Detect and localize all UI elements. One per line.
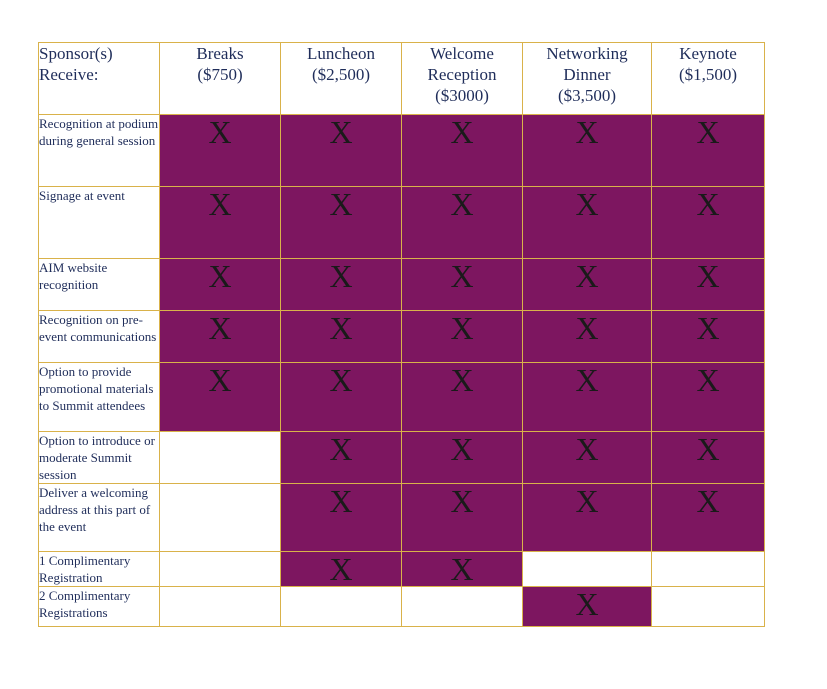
included-cell [523,311,652,363]
included-cell [652,115,765,187]
header-row [39,43,765,115]
empty-cell [652,551,765,586]
table-body [39,115,765,627]
included-cell [402,187,523,259]
included-mark: X [575,586,599,622]
sponsorship-benefits-table [38,42,765,627]
empty-cell [160,431,281,483]
included-mark: X [696,258,720,295]
included-mark: X [329,362,353,399]
included-cell [523,259,652,311]
header-text-line: Receive: [39,65,99,84]
header-sponsors-receive [39,43,160,115]
included-mark: X [450,186,474,223]
header-networking [523,43,652,115]
included-cell [523,363,652,431]
header-luncheon [281,43,402,115]
empty-cell [160,586,281,626]
included-mark: X [575,186,599,223]
included-cell [160,115,281,187]
included-mark: X [329,431,353,467]
included-mark: X [450,431,474,467]
included-mark: X [450,362,474,399]
included-mark: X [575,431,599,467]
included-cell [281,311,402,363]
empty-cell [402,586,523,626]
included-cell [281,259,402,311]
header-text-line: Networking [546,44,628,63]
header-text-line: Sponsor(s) [39,44,113,63]
header-text-line: Keynote [679,44,737,63]
included-cell [652,259,765,311]
included-cell [281,431,402,483]
empty-cell [160,483,281,551]
benefit-row [39,483,765,551]
included-cell [523,187,652,259]
header-text-line: Luncheon [307,44,375,63]
benefit-label: 1 Complimentary Registration [39,551,160,586]
benefit-label: 2 Complimentary Registrations [39,586,160,626]
included-mark: X [450,258,474,295]
included-cell [523,483,652,551]
included-mark: X [575,483,599,519]
included-mark: X [696,431,720,467]
empty-cell [160,551,281,586]
included-mark: X [208,186,232,223]
benefit-label: Option to introduce or moderate Summit session [39,431,160,483]
included-mark: X [450,114,474,150]
benefit-label: Signage at event [39,187,160,259]
included-cell [402,431,523,483]
included-cell [523,586,652,626]
header-text-line: ($3,500) [557,86,617,105]
benefit-row [39,586,765,626]
included-mark: X [575,362,599,399]
benefit-row [39,311,765,363]
included-cell [402,363,523,431]
included-mark: X [208,362,232,399]
empty-cell [523,551,652,586]
included-cell [652,187,765,259]
included-mark: X [329,114,353,150]
header-text-line: ($3000) [435,86,489,105]
empty-cell [652,586,765,626]
benefit-label: Recognition on pre-event communications [39,311,160,363]
included-mark: X [696,114,720,150]
included-mark: X [450,483,474,519]
included-cell [281,551,402,586]
included-cell [652,311,765,363]
included-mark: X [696,186,720,223]
included-cell [652,483,765,551]
benefit-row [39,187,765,259]
included-cell [652,431,765,483]
included-cell [281,483,402,551]
header-text-line: Welcome [430,44,494,63]
header-welcome [402,43,523,115]
header-text-line: ($1,500) [678,65,738,84]
empty-cell [281,586,402,626]
included-mark: X [329,310,353,347]
included-cell [402,311,523,363]
included-mark: X [208,258,232,295]
benefit-row [39,551,765,586]
included-mark: X [575,310,599,347]
header-keynote [652,43,765,115]
included-cell [523,115,652,187]
included-cell [402,259,523,311]
header-text-line: Breaks [196,44,244,63]
included-cell [402,551,523,586]
included-cell [160,311,281,363]
included-mark: X [575,258,599,295]
included-cell [402,483,523,551]
included-mark: X [329,258,353,295]
benefit-label: Option to provide promotional materials to Summit attendees [39,363,160,431]
included-mark: X [575,114,599,150]
header-text-line: Dinner [563,65,611,84]
included-mark: X [208,114,232,150]
included-cell [652,363,765,431]
benefit-row [39,363,765,431]
included-mark: X [329,186,353,223]
included-mark: X [696,310,720,347]
included-cell [281,363,402,431]
benefit-row [39,259,765,311]
header-breaks [160,43,281,115]
included-mark: X [696,483,720,519]
header-text-line: ($750) [197,65,243,84]
included-mark: X [329,551,353,587]
included-cell [281,187,402,259]
included-cell [523,431,652,483]
benefit-label: Recognition at podium during general session [39,115,160,187]
included-mark: X [696,362,720,399]
included-cell [402,115,523,187]
included-cell [160,259,281,311]
benefit-row [39,115,765,187]
benefit-label: Deliver a welcoming address at this part of the event [39,483,160,551]
included-cell [160,187,281,259]
header-text-line: Reception [427,65,497,84]
included-mark: X [329,483,353,519]
benefit-label: AIM website recognition [39,259,160,311]
benefit-row [39,431,765,483]
included-cell [281,115,402,187]
included-cell [160,363,281,431]
included-mark: X [450,551,474,587]
header-text-line: ($2,500) [311,65,371,84]
included-mark: X [450,310,474,347]
included-mark: X [208,310,232,347]
